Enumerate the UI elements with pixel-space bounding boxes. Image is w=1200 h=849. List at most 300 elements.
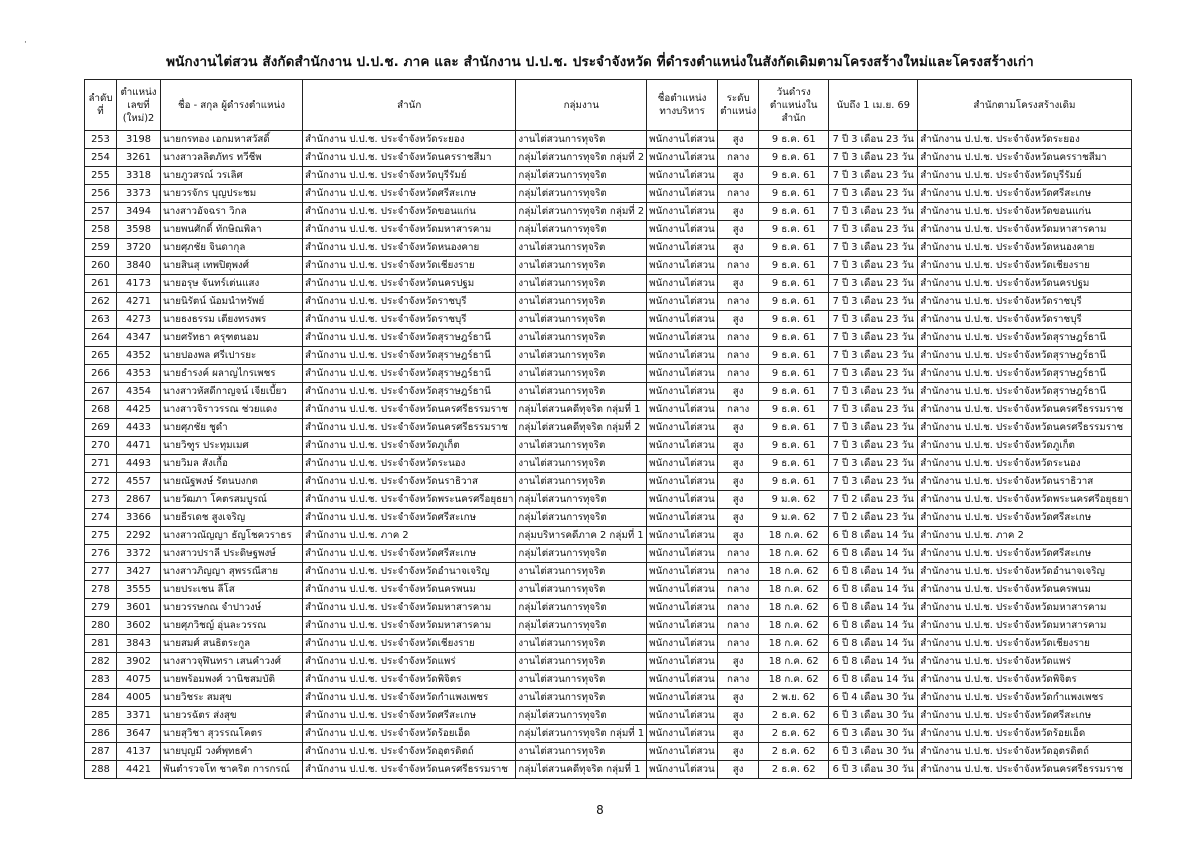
cell-workgroup: งานไต่สวนการทุจริต	[516, 635, 647, 653]
cell-duration: 6 ปี 3 เดือน 30 วัน	[829, 743, 918, 761]
cell-start-date: 9 ธ.ค. 61	[759, 239, 829, 257]
cell-position-number: 3647	[117, 725, 161, 743]
cell-no: 287	[85, 743, 117, 761]
cell-name: นายศุภวิชญ์ อุ่นละวรรณ	[161, 617, 303, 635]
cell-start-date: 18 ก.ค. 62	[759, 653, 829, 671]
cell-old-office: สำนักงาน ป.ป.ช. ประจำจังหวัดนครราชสีมา	[918, 149, 1131, 167]
col-header-workgroup: กลุ่มงาน	[516, 80, 647, 131]
cell-level: กลาง	[718, 329, 759, 347]
cell-no: 278	[85, 581, 117, 599]
cell-old-office: สำนักงาน ป.ป.ช. ประจำจังหวัดนครศรีธรรมราช	[918, 761, 1131, 779]
cell-workgroup: กลุ่มไต่สวนการทุจริต กลุ่มที่ 1	[516, 725, 647, 743]
cell-workgroup: กลุ่มไต่สวนการทุจริต	[516, 617, 647, 635]
cell-old-office: สำนักงาน ป.ป.ช. ประจำจังหวัดสุราษฎร์ธานี	[918, 365, 1131, 383]
cell-name: นายธำรงค์ ผลาญไกรเพชร	[161, 365, 303, 383]
cell-workgroup: กลุ่มไต่สวนการทุจริต กลุ่มที่ 2	[516, 203, 647, 221]
cell-workgroup: กลุ่มไต่สวนการทุจริต	[516, 221, 647, 239]
cell-admin-title: พนักงานไต่สวน	[647, 275, 718, 293]
cell-workgroup: งานไต่สวนการทุจริต	[516, 689, 647, 707]
cell-duration: 6 ปี 8 เดือน 14 วัน	[829, 527, 918, 545]
cell-level: กลาง	[718, 545, 759, 563]
cell-office: สำนักงาน ป.ป.ช. ประจำจังหวัดนราธิวาส	[303, 473, 516, 491]
cell-admin-title: พนักงานไต่สวน	[647, 581, 718, 599]
table-row	[85, 401, 1132, 419]
table-row	[85, 527, 1132, 545]
cell-position-number: 3601	[117, 599, 161, 617]
cell-start-date: 9 ธ.ค. 61	[759, 365, 829, 383]
cell-position-number: 3198	[117, 131, 161, 149]
cell-position-number: 4271	[117, 293, 161, 311]
cell-position-number: 3902	[117, 653, 161, 671]
cell-office: สำนักงาน ป.ป.ช. ประจำจังหวัดมหาสารคาม	[303, 617, 516, 635]
cell-name: นายสุวิชา สุวรรณโคตร	[161, 725, 303, 743]
cell-admin-title: พนักงานไต่สวน	[647, 491, 718, 509]
cell-level: กลาง	[718, 635, 759, 653]
cell-name: นายวิฑูร ประทุมเมศ	[161, 437, 303, 455]
table-row	[85, 581, 1132, 599]
cell-duration: 7 ปี 2 เดือน 23 วัน	[829, 509, 918, 527]
cell-level: สูง	[718, 455, 759, 473]
cell-no: 283	[85, 671, 117, 689]
cell-office: สำนักงาน ป.ป.ช. ประจำจังหวัดนครศรีธรรมราช	[303, 419, 516, 437]
cell-no: 279	[85, 599, 117, 617]
cell-no: 269	[85, 419, 117, 437]
cell-old-office: สำนักงาน ป.ป.ช. ประจำจังหวัดระนอง	[918, 455, 1131, 473]
cell-workgroup: กลุ่มไต่สวนการทุจริต กลุ่มที่ 2	[516, 149, 647, 167]
cell-no: 273	[85, 491, 117, 509]
cell-office: สำนักงาน ป.ป.ช. ประจำจังหวัดศรีสะเกษ	[303, 707, 516, 725]
cell-no: 259	[85, 239, 117, 257]
cell-old-office: สำนักงาน ป.ป.ช. ประจำจังหวัดนครศรีธรรมราช	[918, 419, 1131, 437]
col-header-duration: นับถึง 1 เม.ย. 69	[829, 80, 918, 131]
cell-position-number: 3366	[117, 509, 161, 527]
cell-name: นายอรุษ จันทร์เต่นแสง	[161, 275, 303, 293]
cell-office: สำนักงาน ป.ป.ช. ประจำจังหวัดสุราษฎร์ธานี	[303, 365, 516, 383]
cell-admin-title: พนักงานไต่สวน	[647, 293, 718, 311]
cell-office: สำนักงาน ป.ป.ช. ประจำจังหวัดราชบุรี	[303, 311, 516, 329]
cell-workgroup: งานไต่สวนการทุจริต	[516, 347, 647, 365]
cell-name: นางสาวจุฬินทรา เสนคำวงศ์	[161, 653, 303, 671]
cell-position-number: 3602	[117, 617, 161, 635]
cell-start-date: 9 ธ.ค. 61	[759, 347, 829, 365]
cell-position-number: 4493	[117, 455, 161, 473]
cell-duration: 7 ปี 3 เดือน 23 วัน	[829, 473, 918, 491]
cell-name: นายภูวสรณ์ วรเลิศ	[161, 167, 303, 185]
cell-no: 268	[85, 401, 117, 419]
cell-workgroup: งานไต่สวนการทุจริต	[516, 653, 647, 671]
cell-office: สำนักงาน ป.ป.ช. ประจำจังหวัดกำแพงเพชร	[303, 689, 516, 707]
table-row	[85, 599, 1132, 617]
col-header-level: ระดับ ตำแหน่ง	[718, 80, 759, 131]
cell-duration: 6 ปี 4 เดือน 30 วัน	[829, 689, 918, 707]
cell-level: สูง	[718, 653, 759, 671]
cell-old-office: สำนักงาน ป.ป.ช. ประจำจังหวัดศรีสะเกษ	[918, 707, 1131, 725]
cell-admin-title: พนักงานไต่สวน	[647, 347, 718, 365]
cell-workgroup: งานไต่สวนการทุจริต	[516, 257, 647, 275]
cell-admin-title: พนักงานไต่สวน	[647, 563, 718, 581]
cell-no: 281	[85, 635, 117, 653]
cell-name: นางสาวอัจฉรา วิกล	[161, 203, 303, 221]
cell-workgroup: กลุ่มไต่สวนการทุจริต	[516, 185, 647, 203]
cell-level: สูง	[718, 221, 759, 239]
cell-name: นายธงธรรม เตียงทรงพร	[161, 311, 303, 329]
cell-office: สำนักงาน ป.ป.ช. ประจำจังหวัดนครพนม	[303, 581, 516, 599]
cell-no: 280	[85, 617, 117, 635]
cell-no: 277	[85, 563, 117, 581]
cell-level: สูง	[718, 743, 759, 761]
cell-level: กลาง	[718, 617, 759, 635]
cell-workgroup: กลุ่มไต่สวนคดีทุจริต กลุ่มที่ 2	[516, 419, 647, 437]
cell-position-number: 3372	[117, 545, 161, 563]
cell-workgroup: กลุ่มไต่สวนการทุจริต	[516, 545, 647, 563]
cell-duration: 7 ปี 3 เดือน 23 วัน	[829, 149, 918, 167]
table-row	[85, 689, 1132, 707]
col-header-office: สำนัก	[303, 80, 516, 131]
cell-office: สำนักงาน ป.ป.ช. ภาค 2	[303, 527, 516, 545]
table-row	[85, 545, 1132, 563]
cell-admin-title: พนักงานไต่สวน	[647, 455, 718, 473]
cell-name: นายบุญมี วงศ์พุทธคำ	[161, 743, 303, 761]
cell-position-number: 4421	[117, 761, 161, 779]
cell-workgroup: งานไต่สวนการทุจริต	[516, 365, 647, 383]
cell-old-office: สำนักงาน ป.ป.ช. ประจำจังหวัดศรีสะเกษ	[918, 509, 1131, 527]
table-row	[85, 185, 1132, 203]
cell-office: สำนักงาน ป.ป.ช. ประจำจังหวัดระยอง	[303, 131, 516, 149]
table-row	[85, 149, 1132, 167]
cell-duration: 7 ปี 3 เดือน 23 วัน	[829, 239, 918, 257]
cell-old-office: สำนักงาน ป.ป.ช. ประจำจังหวัดแพร่	[918, 653, 1131, 671]
cell-level: กลาง	[718, 563, 759, 581]
cell-level: กลาง	[718, 293, 759, 311]
table-row	[85, 635, 1132, 653]
cell-workgroup: กลุ่มไต่สวนการทุจริต	[516, 167, 647, 185]
cell-office: สำนักงาน ป.ป.ช. ประจำจังหวัดราชบุรี	[303, 293, 516, 311]
cell-name: นายวรจักร บุญประชม	[161, 185, 303, 203]
table-header-row	[85, 80, 1132, 131]
table-row	[85, 617, 1132, 635]
cell-start-date: 18 ก.ค. 62	[759, 527, 829, 545]
cell-office: สำนักงาน ป.ป.ช. ประจำจังหวัดภูเก็ต	[303, 437, 516, 455]
cell-position-number: 4173	[117, 275, 161, 293]
table-row	[85, 347, 1132, 365]
cell-workgroup: กลุ่มบริหารคดีภาค 2 กลุ่มที่ 1	[516, 527, 647, 545]
cell-start-date: 18 ก.ค. 62	[759, 635, 829, 653]
cell-workgroup: กลุ่มไต่สวนการทุจริต	[516, 491, 647, 509]
table-row	[85, 275, 1132, 293]
cell-office: สำนักงาน ป.ป.ช. ประจำจังหวัดระนอง	[303, 455, 516, 473]
cell-old-office: สำนักงาน ป.ป.ช. ประจำจังหวัดกำแพงเพชร	[918, 689, 1131, 707]
cell-start-date: 2 ธ.ค. 62	[759, 743, 829, 761]
cell-workgroup: งานไต่สวนการทุจริต	[516, 311, 647, 329]
cell-name: นายสินสุ เทพปิตุพงศ์	[161, 257, 303, 275]
page-number: 8	[596, 803, 604, 817]
cell-no: 256	[85, 185, 117, 203]
cell-position-number: 3371	[117, 707, 161, 725]
cell-admin-title: พนักงานไต่สวน	[647, 365, 718, 383]
table-row	[85, 257, 1132, 275]
cell-level: สูง	[718, 473, 759, 491]
cell-level: กลาง	[718, 581, 759, 599]
cell-old-office: สำนักงาน ป.ป.ช. ประจำจังหวัดราชบุรี	[918, 311, 1131, 329]
cell-workgroup: งานไต่สวนการทุจริต	[516, 743, 647, 761]
cell-name: นายนิรัตน์ น้อมนำทรัพย์	[161, 293, 303, 311]
cell-duration: 7 ปี 3 เดือน 23 วัน	[829, 311, 918, 329]
cell-admin-title: พนักงานไต่สวน	[647, 653, 718, 671]
cell-start-date: 9 ธ.ค. 61	[759, 437, 829, 455]
cell-office: สำนักงาน ป.ป.ช. ประจำจังหวัดมหาสารคาม	[303, 221, 516, 239]
cell-level: กลาง	[718, 347, 759, 365]
cell-name: นายวรรษกณ จำปาวงษ์	[161, 599, 303, 617]
cell-duration: 6 ปี 3 เดือน 30 วัน	[829, 761, 918, 779]
cell-old-office: สำนักงาน ป.ป.ช. ประจำจังหวัดหนองคาย	[918, 239, 1131, 257]
cell-office: สำนักงาน ป.ป.ช. ประจำจังหวัดแพร่	[303, 653, 516, 671]
cell-old-office: สำนักงาน ป.ป.ช. ประจำจังหวัดนราธิวาส	[918, 473, 1131, 491]
cell-no: 282	[85, 653, 117, 671]
cell-position-number: 4005	[117, 689, 161, 707]
cell-old-office: สำนักงาน ป.ป.ช. ประจำจังหวัดศรีสะเกษ	[918, 185, 1131, 203]
cell-admin-title: พนักงานไต่สวน	[647, 221, 718, 239]
cell-level: กลาง	[718, 149, 759, 167]
cell-admin-title: พนักงานไต่สวน	[647, 725, 718, 743]
cell-workgroup: กลุ่มไต่สวนการทุจริต	[516, 509, 647, 527]
cell-old-office: สำนักงาน ป.ป.ช. ประจำจังหวัดสุราษฎร์ธานี	[918, 383, 1131, 401]
cell-level: สูง	[718, 761, 759, 779]
cell-position-number: 4433	[117, 419, 161, 437]
cell-duration: 7 ปี 3 เดือน 23 วัน	[829, 347, 918, 365]
cell-level: สูง	[718, 239, 759, 257]
cell-position-number: 4347	[117, 329, 161, 347]
table-row	[85, 437, 1132, 455]
cell-position-number: 4352	[117, 347, 161, 365]
cell-position-number: 3598	[117, 221, 161, 239]
cell-admin-title: พนักงานไต่สวน	[647, 617, 718, 635]
cell-name: นายณัฐพงษ์ รัตนบงกต	[161, 473, 303, 491]
cell-duration: 7 ปี 3 เดือน 23 วัน	[829, 131, 918, 149]
cell-old-office: สำนักงาน ป.ป.ช. ประจำจังหวัดภูเก็ต	[918, 437, 1131, 455]
cell-workgroup: งานไต่สวนการทุจริต	[516, 239, 647, 257]
cell-old-office: สำนักงาน ป.ป.ช. ประจำจังหวัดร้อยเอ็ด	[918, 725, 1131, 743]
cell-start-date: 9 ธ.ค. 61	[759, 167, 829, 185]
cell-duration: 6 ปี 8 เดือน 14 วัน	[829, 581, 918, 599]
cell-position-number: 4353	[117, 365, 161, 383]
cell-level: กลาง	[718, 401, 759, 419]
cell-position-number: 4273	[117, 311, 161, 329]
cell-workgroup: งานไต่สวนการทุจริต	[516, 329, 647, 347]
cell-start-date: 9 ธ.ค. 61	[759, 401, 829, 419]
cell-admin-title: พนักงานไต่สวน	[647, 761, 718, 779]
cell-level: สูง	[718, 383, 759, 401]
cell-office: สำนักงาน ป.ป.ช. ประจำจังหวัดพระนครศรีอยุธยา	[303, 491, 516, 509]
cell-duration: 6 ปี 8 เดือน 14 วัน	[829, 545, 918, 563]
cell-old-office: สำนักงาน ป.ป.ช. ประจำจังหวัดมหาสารคาม	[918, 599, 1131, 617]
cell-office: สำนักงาน ป.ป.ช. ประจำจังหวัดเชียงราย	[303, 257, 516, 275]
table-row	[85, 239, 1132, 257]
table-row	[85, 455, 1132, 473]
cell-old-office: สำนักงาน ป.ป.ช. ประจำจังหวัดสุราษฎร์ธานี	[918, 329, 1131, 347]
cell-admin-title: พนักงานไต่สวน	[647, 527, 718, 545]
cell-office: สำนักงาน ป.ป.ช. ประจำจังหวัดมหาสารคาม	[303, 599, 516, 617]
cell-name: นายกรทอง เอกมหาสวัสดิ์	[161, 131, 303, 149]
cell-admin-title: พนักงานไต่สวน	[647, 383, 718, 401]
cell-admin-title: พนักงานไต่สวน	[647, 311, 718, 329]
cell-start-date: 9 ธ.ค. 61	[759, 221, 829, 239]
cell-no: 272	[85, 473, 117, 491]
cell-name: นายธีรเดช สูงเจริญ	[161, 509, 303, 527]
cell-no: 270	[85, 437, 117, 455]
cell-name: นายวัฒภา โคตรสมบูรณ์	[161, 491, 303, 509]
cell-duration: 7 ปี 3 เดือน 23 วัน	[829, 383, 918, 401]
cell-duration: 7 ปี 3 เดือน 23 วัน	[829, 167, 918, 185]
cell-no: 274	[85, 509, 117, 527]
cell-admin-title: พนักงานไต่สวน	[647, 473, 718, 491]
cell-duration: 6 ปี 8 เดือน 14 วัน	[829, 617, 918, 635]
table-row	[85, 563, 1132, 581]
col-header-name: ชื่อ - สกุล ผู้ดำรงตำแหน่ง	[161, 80, 303, 131]
cell-admin-title: พนักงานไต่สวน	[647, 671, 718, 689]
cell-old-office: สำนักงาน ป.ป.ช. ประจำจังหวัดนครปฐม	[918, 275, 1131, 293]
cell-name: พันตำรวจโท ชาคริต การกรณ์	[161, 761, 303, 779]
cell-position-number: 2867	[117, 491, 161, 509]
cell-start-date: 18 ก.ค. 62	[759, 563, 829, 581]
table-row	[85, 365, 1132, 383]
cell-duration: 7 ปี 3 เดือน 23 วัน	[829, 419, 918, 437]
cell-start-date: 18 ก.ค. 62	[759, 545, 829, 563]
cell-no: 263	[85, 311, 117, 329]
cell-level: กลาง	[718, 599, 759, 617]
cell-no: 253	[85, 131, 117, 149]
document-title: พนักงานไต่สวน สังกัดสำนักงาน ป.ป.ช. ภาค และ สำนักงาน ป.ป.ช. ประจำจังหวัด ที่ดำรงตำแหน่งในสังกัดเดิมตามโครงสร้างใหม่และโครงสร้างเก่า	[166, 54, 1034, 70]
cell-name: นายวิชระ สมสุข	[161, 689, 303, 707]
cell-office: สำนักงาน ป.ป.ช. ประจำจังหวัดนครศรีธรรมราช	[303, 401, 516, 419]
cell-duration: 7 ปี 3 เดือน 23 วัน	[829, 257, 918, 275]
cell-workgroup: งานไต่สวนการทุจริต	[516, 275, 647, 293]
cell-duration: 6 ปี 3 เดือน 30 วัน	[829, 725, 918, 743]
cell-no: 262	[85, 293, 117, 311]
cell-duration: 7 ปี 3 เดือน 23 วัน	[829, 401, 918, 419]
cell-name: นายประเชน ลีโส	[161, 581, 303, 599]
cell-name: นายปองพล ศรีเปารยะ	[161, 347, 303, 365]
cell-duration: 7 ปี 3 เดือน 23 วัน	[829, 185, 918, 203]
cell-start-date: 9 ธ.ค. 61	[759, 293, 829, 311]
cell-old-office: สำนักงาน ป.ป.ช. ประจำจังหวัดอุตรดิตถ์	[918, 743, 1131, 761]
cell-old-office: สำนักงาน ป.ป.ช. ประจำจังหวัดมหาสารคาม	[918, 617, 1131, 635]
cell-name: นายพนศักดิ์ ทักษิณพิลา	[161, 221, 303, 239]
cell-duration: 6 ปี 8 เดือน 14 วัน	[829, 563, 918, 581]
cell-office: สำนักงาน ป.ป.ช. ประจำจังหวัดอุตรดิตถ์	[303, 743, 516, 761]
cell-admin-title: พนักงานไต่สวน	[647, 131, 718, 149]
cell-no: 288	[85, 761, 117, 779]
cell-level: สูง	[718, 725, 759, 743]
cell-position-number: 4471	[117, 437, 161, 455]
cell-admin-title: พนักงานไต่สวน	[647, 437, 718, 455]
cell-position-number: 3373	[117, 185, 161, 203]
cell-start-date: 9 ธ.ค. 61	[759, 473, 829, 491]
cell-old-office: สำนักงาน ป.ป.ช. ประจำจังหวัดนครศรีธรรมราช	[918, 401, 1131, 419]
table-row	[85, 743, 1132, 761]
cell-no: 254	[85, 149, 117, 167]
cell-name: นายศรัทธา ครุฑตนอม	[161, 329, 303, 347]
cell-workgroup: งานไต่สวนการทุจริต	[516, 473, 647, 491]
cell-position-number: 3494	[117, 203, 161, 221]
cell-level: สูง	[718, 527, 759, 545]
cell-start-date: 9 ธ.ค. 61	[759, 311, 829, 329]
cell-position-number: 2292	[117, 527, 161, 545]
table-row	[85, 671, 1132, 689]
cell-position-number: 3427	[117, 563, 161, 581]
cell-old-office: สำนักงาน ป.ป.ช. ประจำจังหวัดเชียงราย	[918, 257, 1131, 275]
cell-workgroup: งานไต่สวนการทุจริต	[516, 581, 647, 599]
cell-level: สูง	[718, 167, 759, 185]
cell-duration: 6 ปี 8 เดือน 14 วัน	[829, 599, 918, 617]
cell-level: กลาง	[718, 365, 759, 383]
cell-workgroup: กลุ่มไต่สวนการทุจริต	[516, 707, 647, 725]
cell-old-office: สำนักงาน ป.ป.ช. ประจำจังหวัดบุรีรัมย์	[918, 167, 1131, 185]
cell-name: นางสาวหัสดีกาญจน์ เจียเบี้ยว	[161, 383, 303, 401]
cell-start-date: 2 ธ.ค. 62	[759, 725, 829, 743]
cell-level: สูง	[718, 707, 759, 725]
cell-duration: 7 ปี 3 เดือน 23 วัน	[829, 437, 918, 455]
col-header-no: ลำดับที่	[85, 80, 117, 131]
cell-old-office: สำนักงาน ป.ป.ช. ประจำจังหวัดศรีสะเกษ	[918, 545, 1131, 563]
cell-old-office: สำนักงาน ป.ป.ช. ประจำจังหวัดพิจิตร	[918, 671, 1131, 689]
cell-workgroup: กลุ่มไต่สวนคดีทุจริต กลุ่มที่ 1	[516, 401, 647, 419]
cell-name: นางสาวภิญญา สุพรรณีสาย	[161, 563, 303, 581]
cell-duration: 6 ปี 8 เดือน 14 วัน	[829, 635, 918, 653]
cell-no: 271	[85, 455, 117, 473]
cell-old-office: สำนักงาน ป.ป.ช. ประจำจังหวัดนครพนม	[918, 581, 1131, 599]
cell-name: นางสาวปราลี ประดิษฐพงษ์	[161, 545, 303, 563]
cell-workgroup: งานไต่สวนการทุจริต	[516, 383, 647, 401]
cell-position-number: 4557	[117, 473, 161, 491]
cell-start-date: 9 ธ.ค. 61	[759, 257, 829, 275]
cell-admin-title: พนักงานไต่สวน	[647, 329, 718, 347]
table-row	[85, 203, 1132, 221]
cell-no: 266	[85, 365, 117, 383]
cell-admin-title: พนักงานไต่สวน	[647, 545, 718, 563]
cell-old-office: สำนักงาน ป.ป.ช. ประจำจังหวัดราชบุรี	[918, 293, 1131, 311]
table-row	[85, 761, 1132, 779]
cell-start-date: 2 ธ.ค. 62	[759, 761, 829, 779]
cell-position-number: 4425	[117, 401, 161, 419]
cell-admin-title: พนักงานไต่สวน	[647, 689, 718, 707]
cell-start-date: 9 ธ.ค. 61	[759, 455, 829, 473]
cell-workgroup: งานไต่สวนการทุจริต	[516, 437, 647, 455]
col-header-position-number: ตำแหน่ง เลขที่ (ใหม่)2	[117, 80, 161, 131]
staff-table	[84, 79, 1132, 779]
cell-level: สูง	[718, 131, 759, 149]
cell-start-date: 9 ธ.ค. 61	[759, 185, 829, 203]
cell-level: สูง	[718, 491, 759, 509]
cell-office: สำนักงาน ป.ป.ช. ประจำจังหวัดอำนาจเจริญ	[303, 563, 516, 581]
cell-no: 276	[85, 545, 117, 563]
cell-name: นางสาวจิราวรรณ ช่วยแดง	[161, 401, 303, 419]
cell-admin-title: พนักงานไต่สวน	[647, 185, 718, 203]
cell-old-office: สำนักงาน ป.ป.ช. ประจำจังหวัดมหาสารคาม	[918, 221, 1131, 239]
corner-mark: ·	[24, 38, 27, 48]
cell-position-number: 3840	[117, 257, 161, 275]
cell-position-number: 3318	[117, 167, 161, 185]
cell-position-number: 4075	[117, 671, 161, 689]
cell-workgroup: กลุ่มไต่สวนการทุจริต	[516, 599, 647, 617]
cell-name: นางสาวณัญญา ธัญโชควราธร	[161, 527, 303, 545]
cell-admin-title: พนักงานไต่สวน	[647, 401, 718, 419]
cell-office: สำนักงาน ป.ป.ช. ประจำจังหวัดหนองคาย	[303, 239, 516, 257]
cell-office: สำนักงาน ป.ป.ช. ประจำจังหวัดศรีสะเกษ	[303, 545, 516, 563]
cell-duration: 6 ปี 8 เดือน 14 วัน	[829, 671, 918, 689]
cell-office: สำนักงาน ป.ป.ช. ประจำจังหวัดขอนแก่น	[303, 203, 516, 221]
col-header-old-office: สำนักตามโครงสร้างเดิม	[918, 80, 1131, 131]
cell-admin-title: พนักงานไต่สวน	[647, 707, 718, 725]
